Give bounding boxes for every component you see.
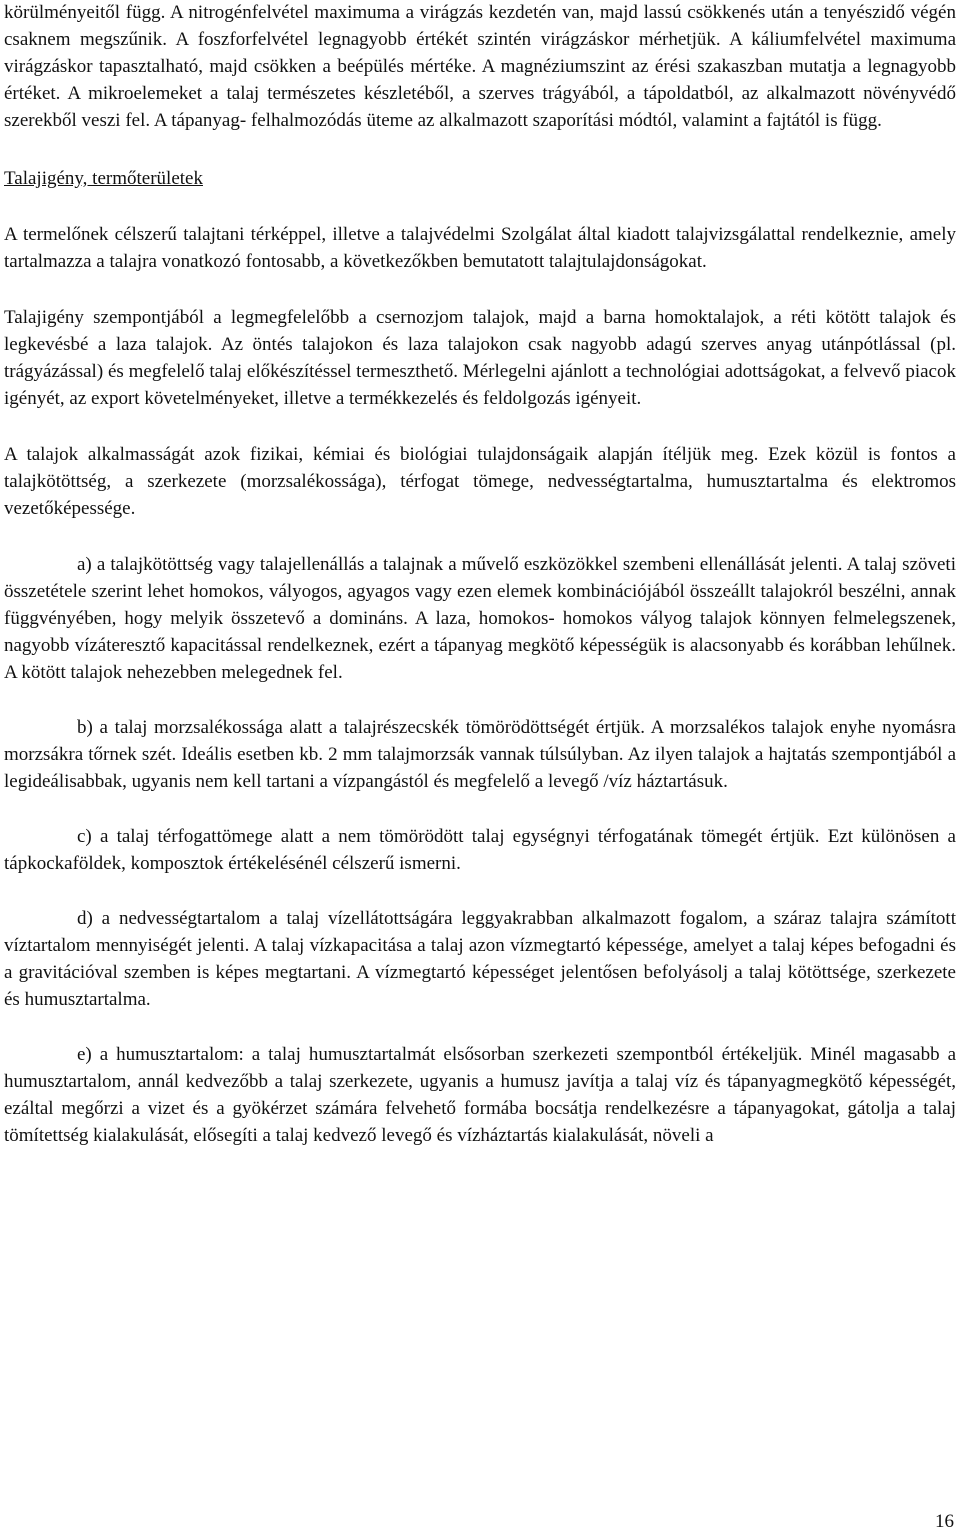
- paragraph-soil-requirement: Talajigény szempontjából a legmegfelelőbb a csernozjom talajok, majd a barna homoktalajok, a réti kötött talajok és legkevésbé a laza talajok. Az öntés talajokon és laza talajokon csak nagyobb adagú szerves anyag utánpótlással (pl. trágyázással) és megfelelő talaj előkészítéssel termeszthető. Mérlegelni ajánlott a technológiai adottságokat, a felvevő piacok igényét, az export követelményeket, illetve a termékkezelés és feldolgozás igényeit.: [4, 307, 956, 409]
- paragraph-soil-suitability: A talajok alkalmasságát azok fizikai, kémiai és biológiai tulajdonságaik alapján ítéljük meg. Ezek közül is fontos a talajkötöttség, a szerkezete (morzsalékossága), térfogat tömege, nedvességtartalma, humusztartalma és elektromos vezetőképessége.: [4, 444, 956, 519]
- document-page: [4, 0, 956, 1149]
- list-item-d-moisture: d) a nedvességtartalom a talaj vízellátottságára leggyakrabban alkalmazott fogalom, a száraz talajra számított víztartalom mennyiségét jelenti. A talaj vízkapacitása a talaj azon vízmegtartó képessége, amelyet a talaj képes befogadni és a gravitációval szemben is képes megtartani. A vízmegtartó képességet jelentősen befolyásolj a talaj kötöttsége, szerkezete és humusztartalma.: [4, 908, 956, 1010]
- list-item-e-humus: e) a humusztartalom: a talaj humusztartalmát elsősorban szerkezeti szempontból értékeljük. Minél magasabb a humusztartalom, annál kedvezőbb a talaj szerkezete, ugyanis a humusz javítja a talaj víz és tápanyagmegkötő képességét, ezáltal megőrzi a vizet és a gyökérzet számára felvehető formába bocsátja rendelkezésre a tápanyagokat, gátolja a talaj tömítettség kialakulását, elősegíti a talaj kedvező levegő és vízháztartás kialakulását, növeli a: [4, 1044, 956, 1146]
- list-item-b-crumbliness: b) a talaj morzsalékossága alatt a talajrészecskék tömörödöttségét értjük. A morzsalékos talajok enyhe nyomásra morzsákra tőrnek szét. Ideális esetben kb. 2 mm talajmorzsák vannak túlsúlyban. Az ilyen talajok a hajtatás szempontjából a legideálisabbak, ugyanis nem kell tartani a vízpangástól és megfelelő a levegő /víz háztartásuk.: [4, 717, 956, 792]
- intro-paragraph: körülményeitől függ. A nitrogénfelvétel maximuma a virágzás kezdetén van, majd lassú csökkenés után a tenyészidő végén csaknem megszűnik. A foszforfelvétel legnagyobb értékét szintén virágzáskor mérhetjük. A káliumfelvétel maximuma virágzáskor tapasztalható, majd csökken a beépülés mértéke. A magnéziumszint az érési szakaszban mutatja a legnagyobb értéket. A mikroelemeket a talaj természetes készletéből, a szerves trágyából, a tápoldatból, az alkalmazott növényvédő szerekből veszi fel. A tápanyag- felhalmozódás üteme az alkalmazott szaporítási módtól, valamint a fajtától is függ.: [4, 2, 956, 131]
- page-number: 16: [935, 1511, 954, 1532]
- paragraph-soil-map: A termelőnek célszerű talajtani térképpel, illetve a talajvédelmi Szolgálat által kiadott talajvizsgálattal rendelkeznie, amely tartalmazza a talajra vonatkozó fontosabb, a következőkben bemutatott talajtulajdonságokat.: [4, 224, 956, 272]
- list-item-c-bulk-density: c) a talaj térfogattömege alatt a nem tömörödött talaj egységnyi térfogatának tömegét értjük. Ezt különösen a tápkockaföldek, komposztok értékelésénél célszerű ismerni.: [4, 826, 956, 874]
- section-heading: Talajigény, termőterületek: [4, 168, 203, 189]
- list-item-a-soil-bonding: a) a talajkötöttség vagy talajellenállás a talajnak a művelő eszközökkel szembeni ellenállását jelenti. A talaj szöveti összetétele szerint lehet homokos, vályogos, agyagos vagy ezen elemek kombinációjából összeállt talajokról beszélni, annak függvényében, hogy melyik összetevő a domináns. A laza, homokos- homokos vályog talajok könnyen felmelegszenek, nagyobb vízáteresztő kapacitással rendelkeznek, ezért a tápanyag megkötő képességük is alacsonyabb és korábban lehűlnek. A kötött talajok nehezebben melegednek fel.: [4, 554, 956, 683]
